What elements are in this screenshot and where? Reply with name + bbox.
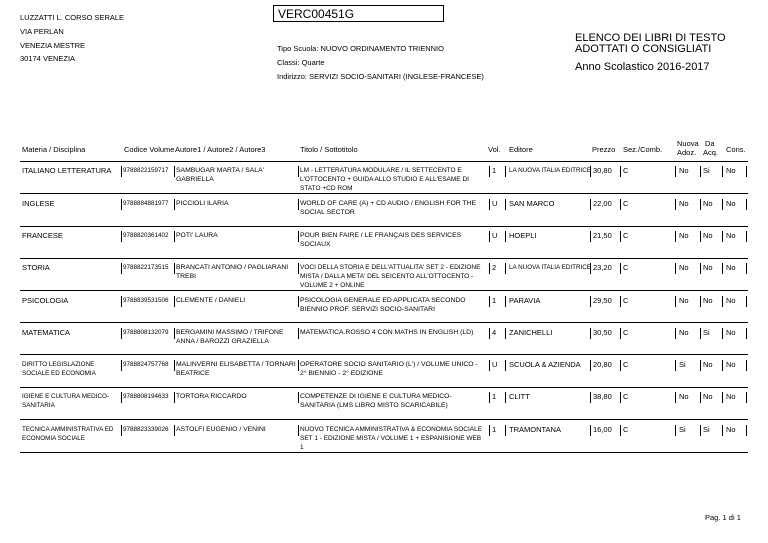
cell-separator (675, 199, 676, 210)
cell-materia: FRANCESE (22, 231, 63, 240)
cell-separator (505, 263, 506, 274)
cell-codice: 9788808194633 (123, 393, 169, 400)
cell-separator (590, 263, 591, 274)
cell-separator (174, 425, 175, 436)
cell-separator (675, 296, 676, 307)
cell-da: No (703, 296, 713, 305)
school-postal: 30174 VENEZIA (20, 54, 76, 63)
cell-separator (590, 392, 591, 403)
col-prezzo: Prezzo (592, 145, 616, 154)
cell-separator (298, 263, 299, 274)
cell-nuova: No (679, 296, 689, 305)
cell-nuova: No (679, 231, 689, 240)
cell-separator (298, 199, 299, 210)
cell-separator (675, 263, 676, 274)
col-editore: Editore (509, 145, 533, 154)
cell-prezzo: 20,80 (593, 360, 612, 369)
cell-sez: C (623, 328, 629, 337)
cell-separator (590, 231, 591, 242)
cell-materia: PSICOLOGIA (22, 296, 69, 305)
cell-da: Si (703, 166, 710, 175)
cell-nuova: No (679, 263, 689, 272)
cell-separator (489, 392, 490, 403)
cell-titolo: MATEMATICA.ROSSO 4 CON MATHS IN ENGLISH (LD) (300, 329, 474, 336)
cell-separator (298, 360, 299, 371)
cell-separator (174, 360, 175, 371)
cell-separator (505, 199, 506, 210)
cell-separator (174, 231, 175, 242)
page-number: Pag. 1 di 1 (705, 513, 741, 522)
cell-materia: INGLESE (22, 199, 55, 208)
cell-separator (746, 231, 747, 242)
cell-separator (505, 166, 506, 177)
cell-separator (121, 360, 122, 371)
cell-separator (722, 199, 723, 210)
cell-vol: U (492, 360, 498, 369)
cell-autori: ASTOLFI EUGENIO / VENINI (176, 426, 266, 433)
cell-separator (174, 328, 175, 339)
cell-sez: C (623, 360, 629, 369)
cell-separator (121, 166, 122, 177)
cell-separator (746, 199, 747, 210)
col-cons: Cons. (726, 145, 746, 154)
cell-sez: C (623, 199, 629, 208)
cell-codice: 9788822173515 (123, 264, 169, 271)
cell-separator (620, 199, 621, 210)
cell-separator (722, 425, 723, 436)
cell-titolo: LM - LETTERATURA MODULARE / IL SETTECENTO E L'OTTOCENTO + GUIDA ALLO STUDIO E ALL'ESAME DI STATO +CD ROM (300, 167, 469, 192)
cell-vol: 1 (492, 166, 497, 175)
classes: Classi: Quarte (277, 58, 325, 67)
cell-autori: SAMBUGAR MARTA / SALA' GABRIELLA (176, 167, 264, 183)
cell-materia: STORIA (22, 263, 50, 272)
cell-da: No (703, 263, 713, 272)
col-da-1: Da (705, 139, 715, 148)
cell-cons: No (726, 328, 736, 337)
heading-line1: ELENCO DEI LIBRI DI TESTO (575, 32, 726, 44)
cell-separator (590, 199, 591, 210)
header-rule (20, 161, 748, 162)
cell-separator (675, 425, 676, 436)
cell-materia: ITALIANO LETTERATURA (22, 166, 112, 175)
cell-separator (675, 231, 676, 242)
cell-separator (620, 231, 621, 242)
cell-prezzo: 22,00 (593, 199, 612, 208)
table-row (0, 360, 768, 388)
cell-sez: C (623, 231, 629, 240)
cell-separator (174, 263, 175, 274)
cell-editore: SAN MARCO (509, 199, 555, 208)
cell-separator (505, 392, 506, 403)
cell-nuova: No (679, 328, 689, 337)
cell-vol: U (492, 199, 498, 208)
cell-codice: 9788824757768 (123, 361, 169, 368)
cell-vol: U (492, 231, 498, 240)
cell-separator (620, 360, 621, 371)
cell-codice: 9788808132079 (123, 329, 169, 336)
col-autori: Autore1 / Autore2 / Autore3 (175, 145, 266, 154)
cell-separator (590, 296, 591, 307)
cell-prezzo: 30,50 (593, 328, 612, 337)
cell-separator (620, 392, 621, 403)
cell-nuova: Si (679, 360, 686, 369)
school-type: Tipo Scuola: NUOVO ORDINAMENTO TRIENNIO (277, 44, 444, 53)
col-materia: Materia / Disciplina (22, 145, 86, 154)
cell-separator (675, 328, 676, 339)
cell-codice: 9788839531506 (123, 297, 169, 304)
cell-separator (722, 360, 723, 371)
cell-separator (489, 263, 490, 274)
cell-cons: No (726, 360, 736, 369)
cell-sez: C (623, 263, 629, 272)
cell-separator (489, 425, 490, 436)
cell-separator (505, 425, 506, 436)
cell-separator (700, 263, 701, 274)
cell-separator (174, 392, 175, 403)
table-row (0, 199, 768, 227)
cell-prezzo: 30,80 (593, 166, 612, 175)
cell-separator (722, 166, 723, 177)
cell-separator (121, 199, 122, 210)
table-row (0, 166, 768, 194)
table-row (0, 425, 768, 453)
cell-separator (700, 166, 701, 177)
table-row (0, 263, 768, 291)
cell-cons: No (726, 263, 736, 272)
cell-prezzo: 16,00 (593, 425, 612, 434)
cell-separator (700, 296, 701, 307)
cell-separator (700, 360, 701, 371)
cell-separator (700, 231, 701, 242)
cell-separator (746, 360, 747, 371)
cell-separator (722, 263, 723, 274)
cell-separator (620, 425, 621, 436)
cell-cons: No (726, 296, 736, 305)
cell-titolo: OPERATORE SOCIO SANITARIO (L') / VOLUME UNICO - 2° BIENNIO - 2° EDIZIONE (300, 361, 478, 377)
cell-titolo: PSICOLOGIA GENERALE ED APPLICATA SECONDO BIENNIO PROF. SERVIZI SOCIO-SANITARI (300, 297, 466, 313)
cell-autori: PICCIOLI ILARIA (176, 200, 229, 207)
cell-da: No (703, 231, 713, 240)
cell-separator (298, 166, 299, 177)
cell-da: No (703, 392, 713, 401)
cell-vol: 4 (492, 328, 497, 337)
cell-separator (700, 392, 701, 403)
cell-separator (722, 392, 723, 403)
cell-separator (700, 425, 701, 436)
cell-vol: 2 (492, 263, 497, 272)
cell-separator (620, 263, 621, 274)
cell-separator (489, 231, 490, 242)
address-track: Indirizzo: SERVIZI SOCIO-SANITARI (INGLESE-FRANCESE) (277, 72, 484, 81)
table-row (0, 392, 768, 420)
cell-separator (298, 425, 299, 436)
cell-separator (590, 360, 591, 371)
cell-autori: MALINVERNI ELISABETTA / TORNARI BEATRICE (176, 361, 296, 377)
cell-separator (121, 231, 122, 242)
cell-separator (298, 392, 299, 403)
cell-codice: 9788822159717 (123, 167, 169, 174)
cell-separator (489, 199, 490, 210)
cell-separator (675, 166, 676, 177)
table-row (0, 296, 768, 324)
cell-separator (722, 296, 723, 307)
school-city: VENEZIA MESTRE (20, 41, 86, 50)
cell-separator (489, 296, 490, 307)
cell-vol: 1 (492, 296, 497, 305)
cell-editore: LA NUOVA ITALIA EDITRICE (509, 167, 591, 174)
cell-autori: BERGAMINI MASSIMO / TRIFONE ANNA / BAROZZI GRAZIELLA (176, 329, 284, 345)
cell-separator (298, 231, 299, 242)
cell-separator (700, 199, 701, 210)
cell-cons: No (726, 166, 736, 175)
cell-titolo: COMPETENZE DI IGIENE E CULTURA MEDICO-SANITARIA (LMS LIBRO MISTO SCARICABILE) (300, 393, 452, 409)
cell-vol: 1 (492, 392, 497, 401)
cell-titolo: NUOVO TECNICA AMMINISTRATIVA & ECONOMIA SOCIALE SET 1 - EDIZIONE MISTA / VOLUME 1 + ESPANISIONE WEB 1 (300, 426, 483, 451)
col-da-2: Acq. (703, 148, 719, 157)
cell-editore: TRAMONTANA (509, 425, 561, 434)
cell-separator (746, 425, 747, 436)
cell-separator (620, 296, 621, 307)
cell-editore: CLITT (509, 392, 530, 401)
cell-cons: No (726, 425, 736, 434)
cell-separator (505, 231, 506, 242)
cell-nuova: Si (679, 425, 686, 434)
table-row (0, 328, 768, 356)
cell-separator (675, 360, 676, 371)
cell-prezzo: 38,80 (593, 392, 612, 401)
cell-editore: PARAVIA (509, 296, 541, 305)
cell-separator (746, 328, 747, 339)
col-sez: Sez./Comb. (623, 145, 663, 154)
cell-separator (722, 328, 723, 339)
cell-separator (722, 231, 723, 242)
cell-separator (121, 425, 122, 436)
heading-line2: ADOTTATI O CONSIGLIATI (575, 43, 712, 55)
cell-editore: ZANICHELLI (509, 328, 553, 337)
cell-separator (489, 360, 490, 371)
cell-autori: BRANCATI ANTONIO / PAGLIARANI TREBI (176, 264, 289, 280)
cell-editore: SCUOLA & AZIENDA (509, 360, 581, 369)
cell-separator (489, 328, 490, 339)
cell-materia: MATEMATICA (22, 328, 71, 337)
cell-separator (620, 328, 621, 339)
col-titolo: Titolo / Sottotitolo (300, 145, 358, 154)
cell-prezzo: 23,20 (593, 263, 612, 272)
cell-separator (505, 328, 506, 339)
cell-codice: 9788884881977 (123, 200, 169, 207)
doc-code: VERC00451G (273, 5, 444, 22)
cell-separator (174, 166, 175, 177)
cell-codice: 9788820361402 (123, 232, 169, 239)
cell-separator (298, 296, 299, 307)
school-street: VIA PERLAN (20, 27, 64, 36)
cell-editore: LA NUOVA ITALIA EDITRICE (509, 264, 591, 271)
cell-separator (590, 166, 591, 177)
cell-materia: TECNICA AMMINISTRATIVA ED ECONOMIA SOCIALE (22, 426, 114, 442)
cell-separator (121, 328, 122, 339)
cell-da: Si (703, 328, 710, 337)
cell-separator (675, 392, 676, 403)
cell-prezzo: 21,50 (593, 231, 612, 240)
col-nuova-1: Nuova (677, 139, 699, 148)
cell-separator (590, 328, 591, 339)
cell-autori: CLEMENTE / DANIELI (176, 297, 246, 304)
cell-separator (746, 296, 747, 307)
cell-separator (489, 166, 490, 177)
cell-separator (746, 263, 747, 274)
cell-separator (700, 328, 701, 339)
cell-materia: IGIENE E CULTURA MEDICO-SANITARIA (22, 393, 109, 409)
cell-separator (590, 425, 591, 436)
cell-separator (121, 296, 122, 307)
cell-editore: HOEPLI (509, 231, 537, 240)
col-nuova-2: Adoz. (677, 148, 697, 157)
cell-separator (121, 392, 122, 403)
cell-nuova: No (679, 166, 689, 175)
school-name: LUZZATTI L. CORSO SERALE (20, 13, 125, 22)
cell-titolo: VOCI DELLA STORIA E DELL'ATTUALITA' SET 2 - EDIZIONE MISTA / DALLA META' DEL SEICENTO ALL'OTTOCENTO - VOLUME 2 + ONLINE (300, 264, 481, 289)
cell-sez: C (623, 296, 629, 305)
cell-separator (505, 296, 506, 307)
cell-da: No (703, 360, 713, 369)
cell-separator (121, 263, 122, 274)
cell-autori: POTI' LAURA (176, 232, 218, 239)
cell-nuova: No (679, 199, 689, 208)
cell-separator (174, 199, 175, 210)
col-codice: Codice Volume (124, 145, 175, 154)
cell-sez: C (623, 166, 629, 175)
cell-titolo: POUR BIEN FAIRE / LE FRANÇAIS DES SERVICES SOCIAUX (300, 232, 462, 248)
cell-codice: 9788823339026 (123, 426, 169, 433)
cell-separator (174, 296, 175, 307)
cell-da: No (703, 199, 713, 208)
cell-prezzo: 29,50 (593, 296, 612, 305)
cell-autori: TORTORA RICCARDO (176, 393, 247, 400)
cell-cons: No (726, 199, 736, 208)
cell-sez: C (623, 425, 629, 434)
cell-titolo: WORLD OF CARE (A) + CD AUDIO / ENGLISH FOR THE SOCIAL SECTOR (300, 200, 477, 216)
cell-separator (505, 360, 506, 371)
cell-sez: C (623, 392, 629, 401)
school-year: Anno Scolastico 2016-2017 (575, 61, 710, 73)
cell-cons: No (726, 392, 736, 401)
cell-materia: DIRITTO LEGISLAZIONE SOCIALE ED ECONOMIA (22, 361, 96, 377)
table-row (0, 231, 768, 259)
cell-separator (298, 328, 299, 339)
cell-vol: 1 (492, 425, 497, 434)
cell-separator (746, 392, 747, 403)
cell-separator (746, 166, 747, 177)
cell-nuova: No (679, 392, 689, 401)
col-vol: Vol. (488, 145, 501, 154)
cell-separator (620, 166, 621, 177)
cell-da: Si (703, 425, 710, 434)
cell-cons: No (726, 231, 736, 240)
